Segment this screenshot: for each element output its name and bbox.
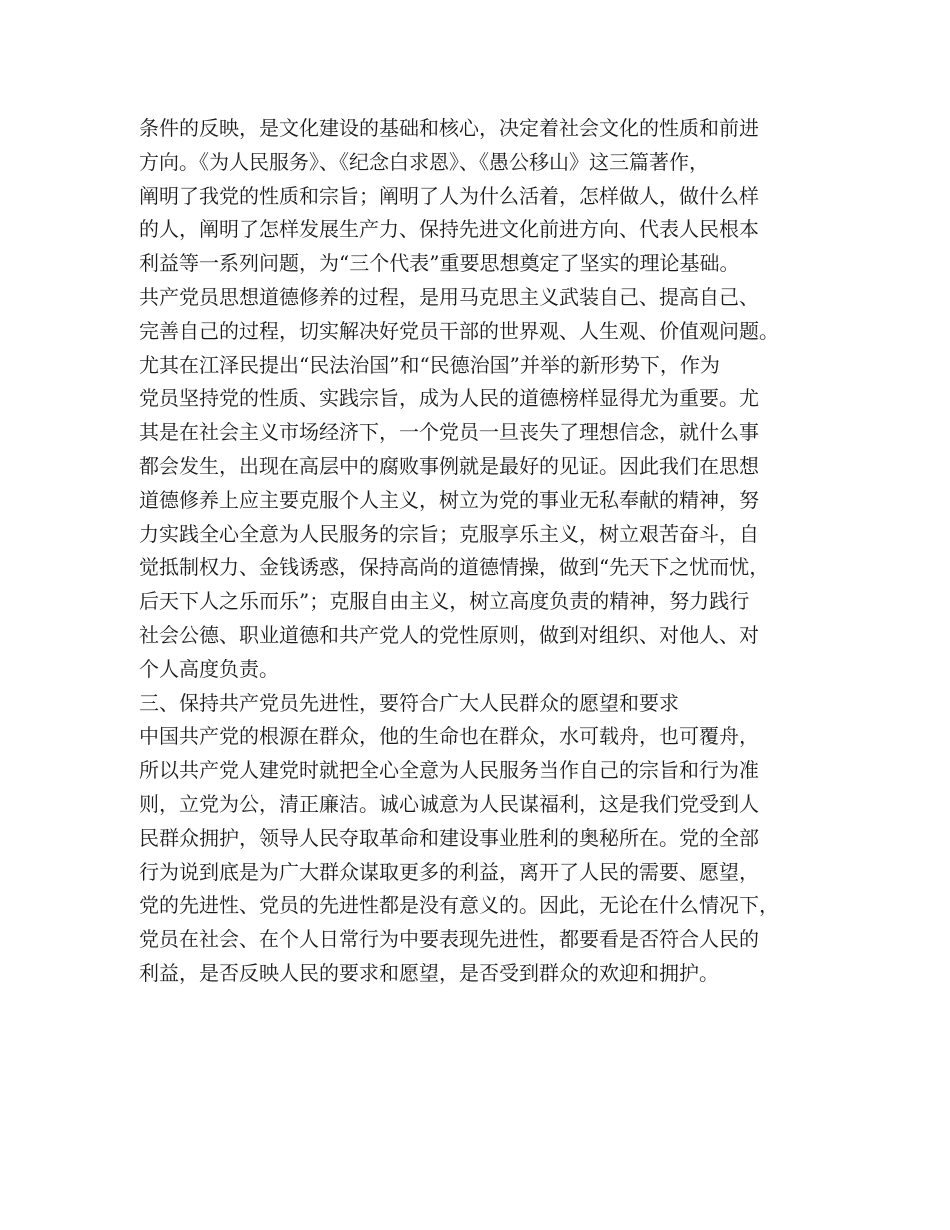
text-line: 完善自己的过程，切实解决好党员干部的世界观、人生观、价值观问题。 <box>139 318 779 343</box>
text-line: 都会发生，出现在高层中的腐败事例就是最好的见证。因此我们在思想 <box>139 453 759 478</box>
text-line: 个人高度负责。 <box>139 656 279 681</box>
text-line: 党员在社会、在个人日常行为中要表现先进性，都要看是否符合人民的 <box>139 927 759 952</box>
text-line: 阐明了我党的性质和宗旨；阐明了人为什么活着，怎样做人，做什么样 <box>139 183 759 208</box>
section-heading: 三、保持共产党员先进性，要符合广大人民群众的愿望和要求 <box>139 690 679 715</box>
text-line: 方向。《为人民服务》、《纪念白求恩》、《愚公移山》这三篇著作， <box>139 149 709 174</box>
text-line: 中国共产党的根源在群众，他的生命也在群众，水可载舟，也可覆舟， <box>139 724 759 749</box>
text-line: 共产党员思想道德修养的过程，是用马克思主义武装自己、提高自己、 <box>139 284 759 309</box>
text-line: 则，立党为公，清正廉洁。诚心诚意为人民谋福利，这是我们党受到人 <box>139 791 759 816</box>
text-line: 社会公德、职业道德和共产党人的党性原则，做到对组织、对他人、对 <box>139 622 759 647</box>
body-text <box>139 112 839 991</box>
text-line: 行为说到底是为广大群众谋取更多的利益，离开了人民的需要、愿望， <box>139 859 759 884</box>
text-line: 党的先进性、党员的先进性都是没有意义的。因此，无论在什么情况下， <box>139 893 779 918</box>
text-line: 其是在社会主义市场经济下，一个党员一旦丧失了理想信念，就什么事 <box>139 420 759 445</box>
text-line: 民群众拥护，领导人民夺取革命和建设事业胜利的奥秘所在。党的全部 <box>139 825 759 850</box>
text-line: 条件的反映，是文化建设的基础和核心，决定着社会文化的性质和前进 <box>139 116 759 140</box>
text-line: 道德修养上应主要克服个人主义，树立为党的事业无私奉献的精神，努 <box>139 487 759 512</box>
text-line: 尤其在江泽民提出“民法治国”和“民德治国”并举的新形势下，作为 <box>139 352 720 377</box>
text-line: 所以共产党人建党时就把全心全意为人民服务当作自己的宗旨和行为准 <box>139 758 759 783</box>
text-line: 利益，是否反映人民的要求和愿望，是否受到群众的欢迎和拥护。 <box>139 960 719 985</box>
text-line: 力实践全心全意为人民服务的宗旨；克服享乐主义，树立艰苦奋斗，自 <box>139 521 759 546</box>
text-line: 后天下人之乐而乐”；克服自由主义，树立高度负责的精神，努力践行 <box>139 589 750 614</box>
text-line: 利益等一系列问题，为“三个代表”重要思想奠定了坚实的理论基础。 <box>139 251 740 276</box>
text-line: 觉抵制权力、金钱诱惑，保持高尚的道德情操，做到“先天下之忧而忧， <box>139 555 770 580</box>
text-line: 的人，阐明了怎样发展生产力、保持先进文化前进方向、代表人民根本 <box>139 217 759 242</box>
text-line: 党员坚持党的性质、实践宗旨，成为人民的道德榜样显得尤为重要。尤 <box>139 386 759 411</box>
